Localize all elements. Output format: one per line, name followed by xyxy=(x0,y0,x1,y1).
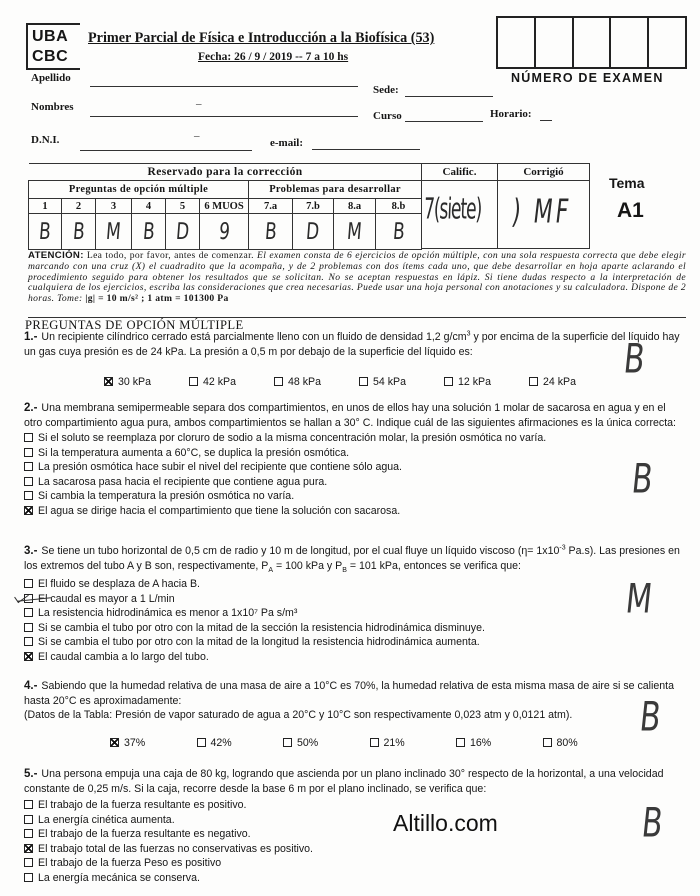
column-number: 6 MUOS xyxy=(200,199,249,214)
answer-option[interactable] xyxy=(529,375,614,390)
section-title: PREGUNTAS DE OPCIÓN MÚLTIPLE xyxy=(25,318,244,332)
answer-cell xyxy=(132,214,166,250)
handwritten-answer: D xyxy=(174,218,191,245)
question-1 xyxy=(24,330,686,390)
handwritten-answer: M xyxy=(346,218,363,245)
dni-mark: – xyxy=(194,130,200,142)
answer-option[interactable] xyxy=(456,736,543,751)
tema-label: Tema xyxy=(609,175,645,191)
option-text: 24 kPa xyxy=(543,376,576,388)
attention-constants: |g| = 10 m/s² ; 1 atm = 101300 Pa xyxy=(85,293,229,305)
option-checkbox[interactable] xyxy=(370,738,379,747)
answer-option[interactable] xyxy=(444,375,529,390)
option-text: El trabajo de la fuerza Peso es positivo xyxy=(38,857,222,869)
curso-field[interactable] xyxy=(405,121,483,122)
option-text: 48 kPa xyxy=(288,376,321,388)
answer-option[interactable] xyxy=(543,736,630,751)
option-text: Si la temperatura aumenta a 60°C, se duplica la presión osmótica. xyxy=(38,446,350,459)
horario-field[interactable] xyxy=(540,120,552,121)
answer-option[interactable] xyxy=(24,798,686,813)
answer-option[interactable] xyxy=(24,606,686,621)
option-text: Si se cambia el tubo por otro con la mitad de la sección la resistencia hidrodinámica disminuye. xyxy=(38,621,485,634)
watermark: Altillo.com xyxy=(393,810,498,836)
option-text: Si se cambia el tubo por otro con la mitad de la longitud la resistencia hidrodinámica aumenta. xyxy=(38,636,480,648)
option-checkbox[interactable] xyxy=(24,433,33,442)
answer-cell xyxy=(249,214,293,250)
nombres-label: Nombres xyxy=(31,101,74,113)
answer-cell xyxy=(166,214,200,250)
question-statement xyxy=(24,544,686,573)
options-list xyxy=(24,375,686,390)
column-number: 8.a xyxy=(334,199,376,214)
logo-uba-text: UBA xyxy=(32,28,69,45)
option-text: 42 kPa xyxy=(203,376,236,388)
correction-table xyxy=(28,163,422,250)
option-text: El fluido se desplaza de A hacia B. xyxy=(38,578,200,590)
answer-option[interactable] xyxy=(197,736,284,751)
question-number: 5.- xyxy=(24,768,38,780)
column-number: 7.b xyxy=(293,199,334,214)
email-field[interactable] xyxy=(312,149,420,150)
answer-cell xyxy=(96,214,132,250)
option-text: El trabajo de la fuerza resultante es positivo. xyxy=(38,799,247,811)
attention-instructions: El examen consta de 6 ejercicios de opción múltiple, con una sola respuesta correcta que debe elegir marcando con una cruz (X) el cuadradito que la acompaña, y de 2 problemas con dos ítems cada uno, que debe desarrollar en hoja aparte aclarando el procedimiento seguido para obtener los resultados que se solicitan. No se aceptan respuestas en lápiz. Si tiene dudas respecto a la interpretación de cualquiera de los ejercicios, escriba las consideraciones que crea necesarias. Puede usar una hoja personal con anotaciones y su calculadora. Dispone de 2 horas. Tome: xyxy=(28,250,687,305)
nombres-field[interactable] xyxy=(90,116,358,117)
attention-plain-text: Lea todo, por favor, antes de comenzar. xyxy=(86,250,254,261)
answer-option[interactable] xyxy=(24,460,686,475)
margin-grade-q4: B xyxy=(637,693,664,742)
margin-grade-q2: B xyxy=(629,455,656,504)
logo-cbc-text: CBC xyxy=(32,48,69,65)
exam-number-box[interactable] xyxy=(611,18,649,67)
column-number: 1 xyxy=(29,199,62,214)
question-statement xyxy=(24,679,686,708)
column-number: 2 xyxy=(62,199,96,214)
option-text: 50% xyxy=(297,736,319,749)
exam-number-box[interactable] xyxy=(649,18,685,67)
option-text: Si cambia la temperatura la presión osmótica no varía. xyxy=(38,490,295,502)
handwritten-answer: D xyxy=(305,218,321,245)
corrector-signature: ) MF xyxy=(509,193,574,232)
question-3 xyxy=(24,544,686,664)
question-statement xyxy=(24,767,686,796)
question-text: Un recipiente cilíndrico cerrado está parcialmente lleno con un fluido de densidad 1,2 g/cm xyxy=(41,331,467,343)
email-label: e-mail: xyxy=(270,137,303,149)
question-text: Pa.s). Las presiones en los extremos del tubo A y B son, respectivamente, P xyxy=(24,545,680,572)
answer-option[interactable] xyxy=(24,577,686,592)
answers-row xyxy=(29,214,422,250)
problems-header: Problemas para desarrollar xyxy=(249,181,422,199)
question-statement xyxy=(24,401,686,430)
options-list xyxy=(24,736,686,751)
column-number: 5 xyxy=(166,199,200,214)
column-numbers-row xyxy=(29,199,422,214)
option-checkbox[interactable] xyxy=(24,623,33,632)
option-text: La sacarosa pasa hacia el recipiente que contiene agua pura. xyxy=(38,475,328,488)
horario-label: Horario: xyxy=(490,108,532,120)
answer-option[interactable] xyxy=(24,871,686,886)
margin-grade-q3: M xyxy=(623,575,655,624)
sede-label: Sede: xyxy=(373,84,399,96)
question-text: -3 xyxy=(559,544,566,552)
question-data-note: (Datos de la Tabla: Presión de vapor saturado de agua a 20°C y 10°C son respectivamente 0,023 atm y 0,0121 atm). xyxy=(24,709,573,721)
option-text: El agua se dirige hacia el compartimiento que tiene la solución con sacarosa. xyxy=(38,504,401,517)
answer-cell xyxy=(376,214,422,250)
option-checkbox[interactable] xyxy=(24,608,33,617)
option-checkbox[interactable] xyxy=(24,462,33,471)
question-text: B xyxy=(342,566,347,574)
dni-field[interactable] xyxy=(80,150,252,151)
answer-option[interactable] xyxy=(359,375,444,390)
handwritten-answer: B xyxy=(391,218,406,245)
exam-date: Fecha: 26 / 9 / 2019 -- 7 a 10 hs xyxy=(198,51,349,63)
question-number: 1.- xyxy=(24,331,38,343)
option-checkbox-checked[interactable] xyxy=(24,652,33,661)
question-statement xyxy=(24,330,686,359)
option-text: El trabajo de la fuerza resultante es negativo. xyxy=(38,828,251,840)
option-checkbox[interactable] xyxy=(283,738,292,747)
options-list xyxy=(24,798,686,885)
question-text: = 101 kPa, entonces se verifica que: xyxy=(346,559,521,572)
option-text: La energía cinética aumenta. xyxy=(38,813,175,826)
exam-number-box[interactable] xyxy=(574,18,612,67)
option-checkbox[interactable] xyxy=(543,738,552,747)
option-text: 54 kPa xyxy=(373,376,406,388)
answer-option[interactable] xyxy=(274,375,359,390)
margin-grade-q1: B xyxy=(621,335,648,384)
question-text: A xyxy=(268,566,274,574)
uba-cbc-logo xyxy=(26,23,80,70)
option-checkbox[interactable] xyxy=(197,738,206,747)
corrector-label: Corrigió xyxy=(498,164,589,181)
option-checkbox-checked[interactable] xyxy=(24,844,33,853)
margin-grade-q5: B xyxy=(639,799,666,848)
question-number: 4.- xyxy=(24,680,38,692)
option-text: La energía mecánica se conserva. xyxy=(38,871,200,884)
option-text: La presión osmótica hace subir el nivel del recipiente que contiene sólo agua. xyxy=(38,461,402,473)
exam-number-label: NÚMERO DE EXAMEN xyxy=(511,71,664,85)
handwritten-grade: 7(siete) xyxy=(423,193,482,227)
answer-cell xyxy=(334,214,376,250)
question-text: 3 xyxy=(466,330,471,338)
answer-option[interactable] xyxy=(24,489,686,504)
answer-option[interactable] xyxy=(24,504,686,519)
answer-option[interactable] xyxy=(189,375,274,390)
question-number: 2.- xyxy=(24,402,38,414)
options-list xyxy=(24,431,686,518)
option-checkbox[interactable] xyxy=(274,377,283,386)
answer-option[interactable] xyxy=(24,592,686,607)
nombres-mark: – xyxy=(196,98,202,110)
option-checkbox-checked[interactable] xyxy=(104,377,113,386)
dni-label: D.N.I. xyxy=(31,134,60,146)
tema-value: A1 xyxy=(617,199,644,222)
exam-number-box[interactable] xyxy=(536,18,574,67)
option-checkbox[interactable] xyxy=(24,829,33,838)
option-checkbox[interactable] xyxy=(529,377,538,386)
answer-cell xyxy=(62,214,96,250)
grade-box xyxy=(421,163,498,249)
question-text: Una persona empuja una caja de 80 kg, logrando que ascienda por un plano inclinado 30° respecto de la horizontal, a una velocidad constante de 0,25 m/s. Si la caja, recorre desde la base 6 m por el plano inclinado, se verifica que: xyxy=(24,768,664,795)
exam-title: Primer Parcial de Física e Introducción a la Biofísica (53) xyxy=(88,30,435,46)
column-number: 8.b xyxy=(376,199,422,214)
answer-option[interactable] xyxy=(24,856,686,871)
answer-option[interactable] xyxy=(24,635,686,650)
option-text: 37% xyxy=(124,736,146,749)
option-checkbox[interactable] xyxy=(24,637,33,646)
exam-number-boxes xyxy=(496,16,687,69)
question-text: Una membrana semipermeable separa dos compartimientos, en unos de ellos hay una solución 1 molar de sacarosa en agua y en el otro compartimiento agua pura, ambos compartimientos se hallan a 30° C. Indique cuál de las siguientes afirmaciones es la única correcta: xyxy=(24,402,676,429)
option-checkbox[interactable] xyxy=(24,815,33,824)
answer-cell xyxy=(200,214,249,250)
option-text: Si el soluto se reemplaza por cloruro de sodio a la misma concentración molar, la presión osmótica no varía. xyxy=(38,432,547,444)
option-checkbox[interactable] xyxy=(24,477,33,486)
answer-option[interactable] xyxy=(24,827,686,842)
question-2 xyxy=(24,401,686,518)
answer-option[interactable] xyxy=(24,621,686,636)
answer-option[interactable] xyxy=(24,431,686,446)
apellido-field[interactable] xyxy=(90,86,358,87)
option-checkbox[interactable] xyxy=(444,377,453,386)
handwritten-answer: M xyxy=(105,218,122,245)
corrector-box xyxy=(497,163,590,249)
apellido-label: Apellido xyxy=(31,72,71,84)
option-text: 42% xyxy=(210,736,232,749)
handwritten-answer: B xyxy=(141,218,156,245)
grade-label: Calific. xyxy=(422,164,497,181)
question-text: = 100 kPa y P xyxy=(273,559,343,572)
option-checkbox[interactable] xyxy=(24,873,33,882)
answer-cell xyxy=(29,214,62,250)
column-number: 3 xyxy=(96,199,132,214)
option-text: 30 kPa xyxy=(118,376,151,388)
sede-field[interactable] xyxy=(405,96,493,97)
answer-cell xyxy=(293,214,334,250)
answer-option[interactable] xyxy=(24,475,686,490)
question-5 xyxy=(24,767,686,885)
answer-option[interactable] xyxy=(24,842,686,857)
answer-option[interactable] xyxy=(370,736,457,751)
option-text: La resistencia hidrodinámica es menor a 1x10⁷ Pa s/m³ xyxy=(38,607,298,619)
options-list xyxy=(24,577,686,664)
option-checkbox[interactable] xyxy=(24,594,33,603)
question-text: y por encima de la superficie del líquido hay un gas cuya presión es de 24 kPa. La presión a 0,5 m por debajo de la superficie del líquido es: xyxy=(24,331,680,358)
answer-option[interactable] xyxy=(283,736,370,751)
option-text: El trabajo total de las fuerzas no conservativas es positivo. xyxy=(38,842,313,855)
option-checkbox[interactable] xyxy=(24,858,33,867)
attention-label: ATENCIÓN: xyxy=(28,250,84,261)
option-text: 16% xyxy=(470,736,492,749)
handwritten-answer: B xyxy=(71,218,86,245)
option-text: El caudal es mayor a 1 L/min xyxy=(38,592,175,605)
question-text: Se tiene un tubo horizontal de 0,5 cm de radio y 10 m de longitud, por el cual fluye un líquido viscoso (η= 1x10 xyxy=(41,545,560,557)
curso-label: Curso xyxy=(373,110,402,122)
answer-option[interactable] xyxy=(24,650,686,665)
column-number: 7.a xyxy=(249,199,293,214)
option-checkbox[interactable] xyxy=(456,738,465,747)
column-number: 4 xyxy=(132,199,166,214)
handwritten-answer: 9 xyxy=(217,218,231,245)
option-text: 80% xyxy=(556,736,578,749)
question-text: Sabiendo que la humedad relativa de una masa de aire a 10°C es 70%, la humedad relativa de esta misma masa de aire si se calienta hasta 20°C es aproximadamente: xyxy=(24,680,675,707)
correction-title: Reservado para la corrección xyxy=(29,164,422,181)
exam-number-box[interactable] xyxy=(498,18,536,67)
answer-option[interactable] xyxy=(24,813,686,828)
option-text: 21% xyxy=(383,736,405,749)
answer-option[interactable] xyxy=(110,736,197,751)
option-checkbox[interactable] xyxy=(359,377,368,386)
option-checkbox[interactable] xyxy=(24,579,33,588)
handwritten-answer: B xyxy=(263,218,278,245)
option-checkbox[interactable] xyxy=(24,448,33,457)
question-number: 3.- xyxy=(24,545,38,557)
option-checkbox-checked[interactable] xyxy=(24,506,33,515)
option-checkbox[interactable] xyxy=(24,491,33,500)
attention-notice xyxy=(28,251,686,305)
option-checkbox[interactable] xyxy=(189,377,198,386)
option-text: El caudal cambia a lo largo del tubo. xyxy=(38,650,209,663)
multiple-choice-header: Preguntas de opción múltiple xyxy=(29,181,249,199)
handwritten-answer: B xyxy=(38,218,52,245)
answer-option[interactable] xyxy=(104,375,189,390)
option-checkbox-checked[interactable] xyxy=(110,738,119,747)
option-text: 12 kPa xyxy=(458,376,491,388)
question-4 xyxy=(24,679,686,750)
option-checkbox[interactable] xyxy=(24,800,33,809)
answer-option[interactable] xyxy=(24,446,686,461)
